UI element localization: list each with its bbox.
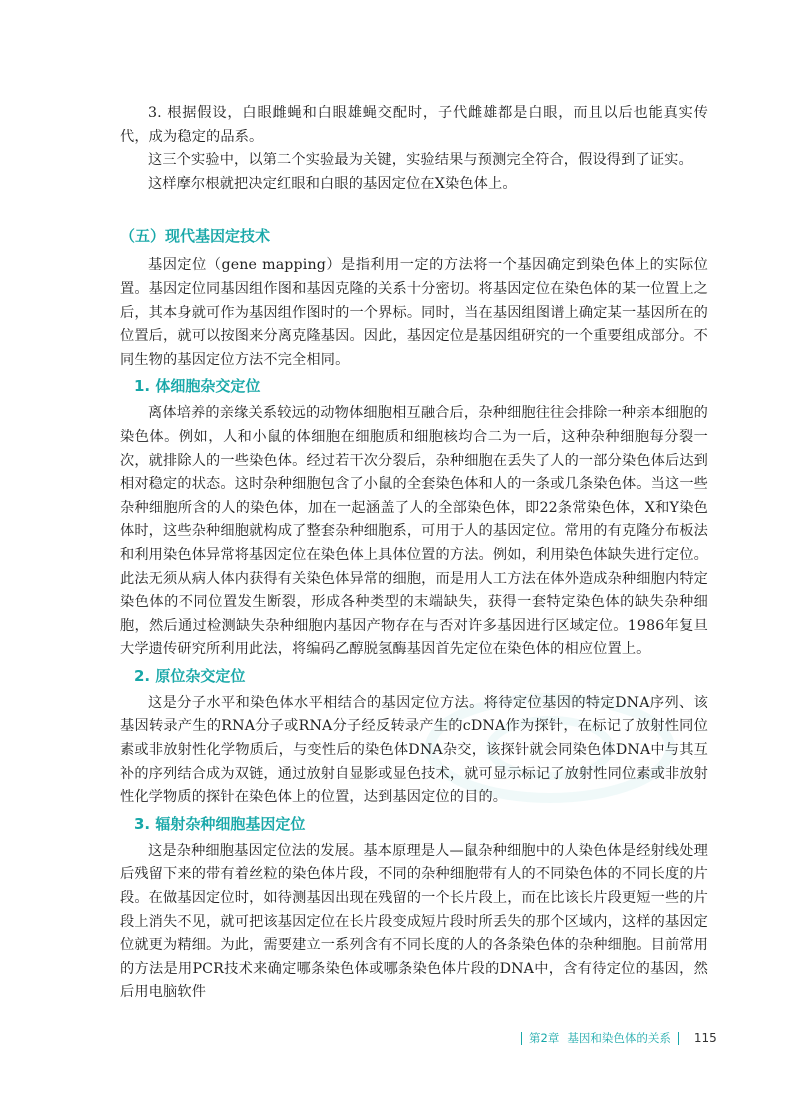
subsection-text-in-situ: 这是分子水平和染色体水平相结合的基因定位方法。将待定位基因的特定DNA序列、该基因转录产生的RNA分子或RNA分子经反转录产生的cDNA作为探针，在标记了放射性同位素或非放射性化学物质后，与变性后的染色体DNA杂交，该探针就会同染色体DNA中与其互补的序列结合成为双链，通过放射自显影或显色技术，就可显示标记了放射性同位素或非放射性化学物质的探针在染色体上的位置，达到基因定位的目的。 bbox=[120, 694, 708, 806]
footer-chapter-number: 第2章 bbox=[529, 1031, 560, 1045]
section-intro-paragraph: 基因定位（gene mapping）是指利用一定的方法将一个基因确定到染色体上的实际位置。基因定位同基因组作图和基因克隆的关系十分密切。将基因定位在染色体的某一位置上之后，其本身就可作为基因组作图时的一个界标。同时，当在基因组图谱上确定某一基因所在的位置后，就可以按图来分离克隆基因。因此，基因定位是基因组研究的一个重要组成部分。不同生物的基因定位方法不完全相同。 bbox=[120, 257, 708, 368]
subsection-title-radiation-hybrid: 3. 辐射杂种细胞基因定位 bbox=[134, 814, 306, 833]
subsection-title-in-situ: 2. 原位杂交定位 bbox=[134, 666, 246, 685]
page-footer bbox=[514, 1030, 717, 1046]
paragraph-hypothesis-3: 3. 根据假设，白眼雌蝇和白眼雄蝇交配时，子代雌雄都是白眼，而且以后也能真实传代，成为稳定的品系。 bbox=[120, 105, 708, 145]
main-content bbox=[120, 102, 708, 1005]
footer-chapter-title: 基因和染色体的关系 bbox=[567, 1031, 671, 1045]
subsection-text-radiation-hybrid: 这是杂种细胞基因定位法的发展。基本原理是人—鼠杂种细胞中的人染色体是经射线处理后残留下来的带有着丝粒的染色体片段，不同的杂种细胞带有人的不同染色体的不同长度的片段。在做基因定位时，如待测基因出现在残留的一个长片段上，而在比该长片段更短一些的片段上消失不见，就可把该基因定位在长片段变成短片段时所丢失的那个区域内，这样的基因定位就更为精细。为此，需要建立一系列含有不同长度的人的各条染色体的杂种细胞。目前常用的方法是用PCR技术来确定哪条染色体或哪条染色体片段的DNA中，含有待定位的基因，然后用电脑软件 bbox=[120, 842, 708, 1001]
footer-divider bbox=[521, 1032, 522, 1045]
footer-divider-2 bbox=[678, 1032, 679, 1045]
paragraph-experiment-summary: 这三个实验中，以第二个实验最为关键，实验结果与预测完全符合，假设得到了证实。 bbox=[148, 152, 693, 169]
subsection-text-somatic-hybrid: 离体培养的亲缘关系较远的动物体细胞相互融合后，杂种细胞往往会排除一种亲本细胞的染色体。例如，人和小鼠的体细胞在细胞质和细胞核均合二为一后，这种杂种细胞每分裂一次，就排除人的一些染色体。经过若干次分裂后，杂种细胞在丢失了人的一部分染色体后达到相对稳定的状态。这时杂种细胞包含了小鼠的全套染色体和人的一条或几条染色体。当这一些杂种细胞所含的人的染色体，加在一起涵盖了人的全部染色体，即22条常染色体，X和Y染色体时，这些杂种细胞就构成了整套杂种细胞系，可用于人的基因定位。常用的有克隆分布板法和利用染色体异常将基因定位在染色体上具体位置的方法。例如，利用染色体缺失进行定位。此法无须从病人体内获得有关染色体异常的细胞，而是用人工方法在体外造成杂种细胞内特定染色体的不同位置发生断裂，形成各种类型的末端缺失，获得一套特定染色体的缺失杂种细胞，然后通过检测缺失杂种细胞内基因产物存在与否对许多基因进行区域定位。1986年复旦大学遗传研究所利用此法，将编码乙醇脱氢酶基因首先定位在染色体的相应位置上。 bbox=[120, 405, 708, 658]
page-number: 115 bbox=[693, 1031, 717, 1045]
section-title: （五）现代基因定技术 bbox=[120, 227, 271, 246]
subsection-title-somatic-hybrid: 1. 体细胞杂交定位 bbox=[134, 377, 261, 396]
paragraph-morgan-conclusion: 这样摩尔根就把决定红眼和白眼的基因定位在X染色体上。 bbox=[148, 175, 517, 192]
